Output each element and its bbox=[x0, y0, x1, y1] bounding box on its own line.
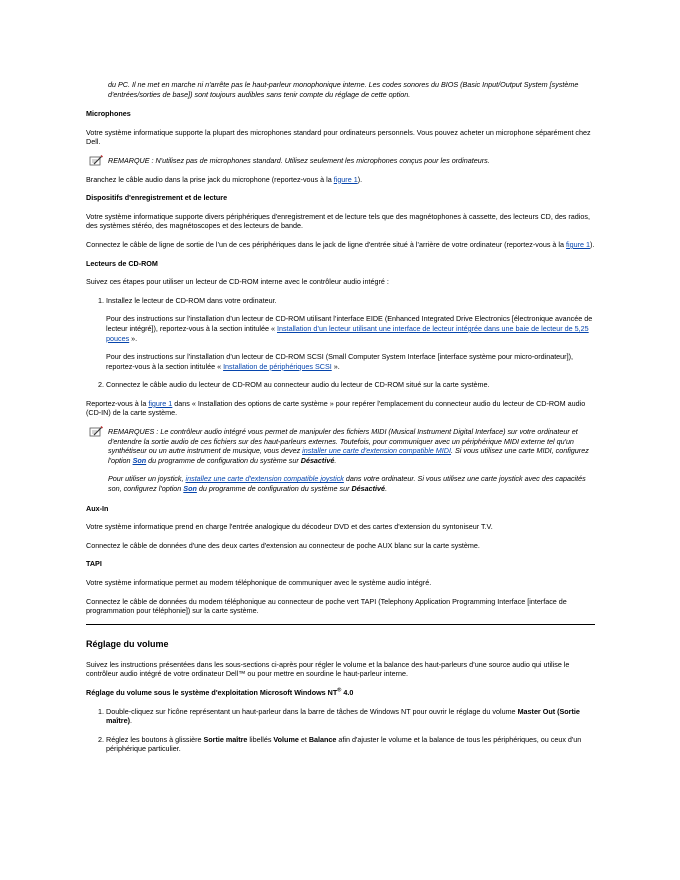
text-span: Branchez le câble audio dans la prise jack du microphone (reportez-vous à la bbox=[86, 174, 334, 184]
joystick-card-link[interactable]: installez une carte d'extension compatible joystick bbox=[185, 474, 344, 484]
text-span: REMARQUES : Le contrôleur audio intégré vous permet de manipuler des fichiers MIDI (Musical Instrument Digital Interface) sur votre ordinateur et d'entendre la sortie audio de ces fichiers sur des haut-parleurs externes. Toutefois, pour communiquer avec un périphérique MIDI externe tel qu'un synthétiseur ou un autre instrument de musique, vous devez bbox=[108, 427, 578, 456]
text-span: afin d'ajuster le volume et la balance de tous les périphériques, ou ceux d'un périphérique particulier. bbox=[106, 734, 582, 754]
text-span: dans votre ordinateur. Si vous utilisez une carte joystick avec des capacités son, configurez l'option bbox=[108, 474, 586, 494]
microphones-note-text: REMARQUE : N'utilisez pas de microphones standard. Utilisez seulement les microphones conçus pour les ordinateurs. bbox=[108, 155, 490, 165]
master-out-label: Master Out (Sortie maître) bbox=[106, 706, 580, 726]
text-span: Pour des instructions sur l’installation d’un lecteur de CD-ROM SCSI (Small Computer System Interface [interface système pour micro-ordinateur]), reportez-vous à la section intitulée « bbox=[106, 352, 573, 371]
figure-1-link[interactable]: figure 1 bbox=[566, 239, 591, 249]
note-pencil-icon bbox=[89, 426, 103, 437]
tapi-heading: TAPI bbox=[86, 559, 102, 569]
cdrom-paragraph: Suivez ces étapes pour utiliser un lecteur de CD-ROM interne avec le contrôleur audio intégré : bbox=[86, 277, 389, 287]
step-text: Installez le lecteur de CD-ROM dans votre ordinateur. bbox=[106, 295, 277, 305]
cdrom-figure-paragraph bbox=[86, 399, 595, 418]
figure-1-link[interactable]: figure 1 bbox=[333, 174, 358, 184]
text-span: Reportez-vous à la bbox=[86, 398, 149, 408]
intro-paragraph: du PC. Il ne met en marche ni n'arrête pas le haut-parleur monophonique interne. Les codes sonores du BIOS (Basic Input/Output System [système d'entrées/sorties de base]) sont toujours audibles sans tenir compte du réglage de cette option. bbox=[108, 80, 579, 99]
disabled-value: Désactivé bbox=[351, 484, 386, 494]
auxin-paragraph-1: Votre système informatique prend en charge l'entrée analogique du décodeur DVD et des cartes d'extension du syntoniseur T.V. bbox=[86, 522, 493, 532]
figure-1-link[interactable]: figure 1 bbox=[148, 398, 173, 408]
text-span: . bbox=[385, 484, 388, 494]
registered-mark: ® bbox=[337, 687, 342, 694]
text-span: Réglez les boutons à glissière bbox=[106, 734, 204, 744]
text-span: . bbox=[334, 455, 337, 465]
cdrom-scsi-paragraph bbox=[106, 352, 595, 371]
text-span: et bbox=[298, 734, 309, 744]
document-page bbox=[86, 80, 595, 754]
recording-connect-paragraph bbox=[86, 240, 595, 250]
text-span: Pour utiliser un joystick, bbox=[108, 474, 186, 484]
volume-paragraph: Suivez les instructions présentées dans les sous-sections ci-après pour régler le volume et la balance des haut-parleurs d’une source audio qui utilise le contrôleur audio intégré de votre ordinateur Dell™ ou pour mettre en sourdine le haut-parleur interne. bbox=[86, 659, 570, 679]
text-span: Pour des instructions sur l’installation d’un lecteur de CD-ROM utilisant l’interface EIDE (Enhanced Integrated Drive Electronics [électronique avancée de lecteur intégré]), reportez-vous à la section intitulée « bbox=[106, 314, 593, 333]
text-span: 4.0 bbox=[341, 687, 354, 697]
recording-paragraph: Votre système informatique supporte divers périphériques d'enregistrement et de lecture tels que des magnétophones à cassette, des lecteurs CD, des radios, des systèmes stéréo, des magnétoscopes et des lecteurs de bande. bbox=[86, 211, 590, 231]
eide-install-link[interactable]: Installation d’un lecteur utilisant une interface de lecteur intégrée dans une baie de lecteur de 5,25 pouces bbox=[106, 323, 589, 343]
midi-note-paragraph bbox=[108, 427, 595, 465]
cdrom-step-2: 2. Connectez le câble audio du lecteur de CD-ROM au connecteur audio du lecteur de CD-ROM situé sur la carte système. bbox=[106, 380, 595, 390]
volume-nt-subheading bbox=[86, 688, 595, 698]
text-span: Connectez le câble de ligne de sortie de l’un de ces périphériques dans le jack de ligne d'entrée situé à l’arrière de votre ordinateur (reportez-vous à la bbox=[86, 239, 567, 249]
auxin-paragraph-2: Connectez le câble de données d'une des deux cartes d'extension au connecteur de poche AUX blanc sur la carte système. bbox=[86, 540, 480, 550]
tapi-paragraph-2: Connectez le câble de données du modem téléphonique au connecteur de poche vert TAPI (Telephony Application Programming Interface [interface de programmation pour téléphonie]) sur la carte système. bbox=[86, 596, 567, 616]
microphones-heading: Microphones bbox=[86, 109, 131, 119]
text-span: ). bbox=[590, 239, 595, 249]
bold-term: Sortie maître bbox=[203, 734, 248, 744]
scsi-install-link[interactable]: Installation de périphériques SCSI bbox=[223, 361, 332, 371]
cdrom-eide-paragraph bbox=[106, 314, 595, 343]
joystick-note-paragraph bbox=[108, 474, 595, 493]
microphones-paragraph: Votre système informatique supporte la plupart des microphones standard pour ordinateurs personnels. Vous pouvez acheter un microphone séparément chez Dell. bbox=[86, 127, 591, 147]
recording-heading: Dispositifs d'enregistrement et de lecture bbox=[86, 193, 228, 203]
son-option-link[interactable]: Son bbox=[183, 484, 197, 494]
text-span: dans « Installation des options de carte système » pour repérer l'emplacement du connecteur audio du lecteur de CD-ROM audio (CD-IN) de la carte système. bbox=[86, 398, 586, 418]
text-span: ». bbox=[129, 333, 138, 343]
cdrom-step-1 bbox=[106, 296, 595, 381]
text-span: . Si vous utilisez une carte MIDI, configurez l'option bbox=[108, 446, 589, 465]
bold-term: Volume bbox=[273, 734, 299, 744]
tapi-paragraph-1: Votre système informatique permet au modem téléphonique de communiquer avec le système audio intégré. bbox=[86, 578, 432, 587]
text-span: libellés bbox=[247, 734, 274, 744]
bold-term: Balance bbox=[308, 734, 337, 744]
auxin-heading: Aux-In bbox=[86, 503, 109, 513]
cdrom-steps bbox=[86, 296, 595, 390]
text-span: Double-cliquez sur l'icône représentant un haut-parleur dans la barre de tâches de Windows NT pour ouvrir le réglage du volume bbox=[106, 706, 518, 716]
midi-joystick-note bbox=[86, 427, 595, 494]
note-pencil-icon bbox=[89, 155, 103, 166]
text-span: ). bbox=[357, 174, 363, 184]
text-span: . bbox=[129, 716, 132, 726]
microphones-note bbox=[86, 156, 595, 166]
volume-step-1 bbox=[106, 707, 595, 726]
midi-card-link[interactable]: installer une carte d'extension compatible MIDI bbox=[302, 446, 451, 456]
volume-step-2 bbox=[106, 735, 595, 754]
volume-heading: Réglage du volume bbox=[86, 638, 169, 649]
text-span: du programme de configuration du système sur bbox=[146, 455, 301, 465]
text-span: ». bbox=[331, 361, 340, 371]
volume-steps bbox=[86, 707, 595, 754]
disabled-value: Désactivé bbox=[300, 455, 335, 465]
text-span: du programme de configuration du système sur bbox=[196, 484, 352, 494]
microphones-connect-paragraph bbox=[86, 175, 595, 185]
text-span: Réglage du volume sous le système d'exploitation Microsoft Windows NT bbox=[86, 687, 338, 697]
cdrom-heading: Lecteurs de CD-ROM bbox=[86, 258, 158, 268]
son-option-link[interactable]: Son bbox=[132, 455, 147, 465]
